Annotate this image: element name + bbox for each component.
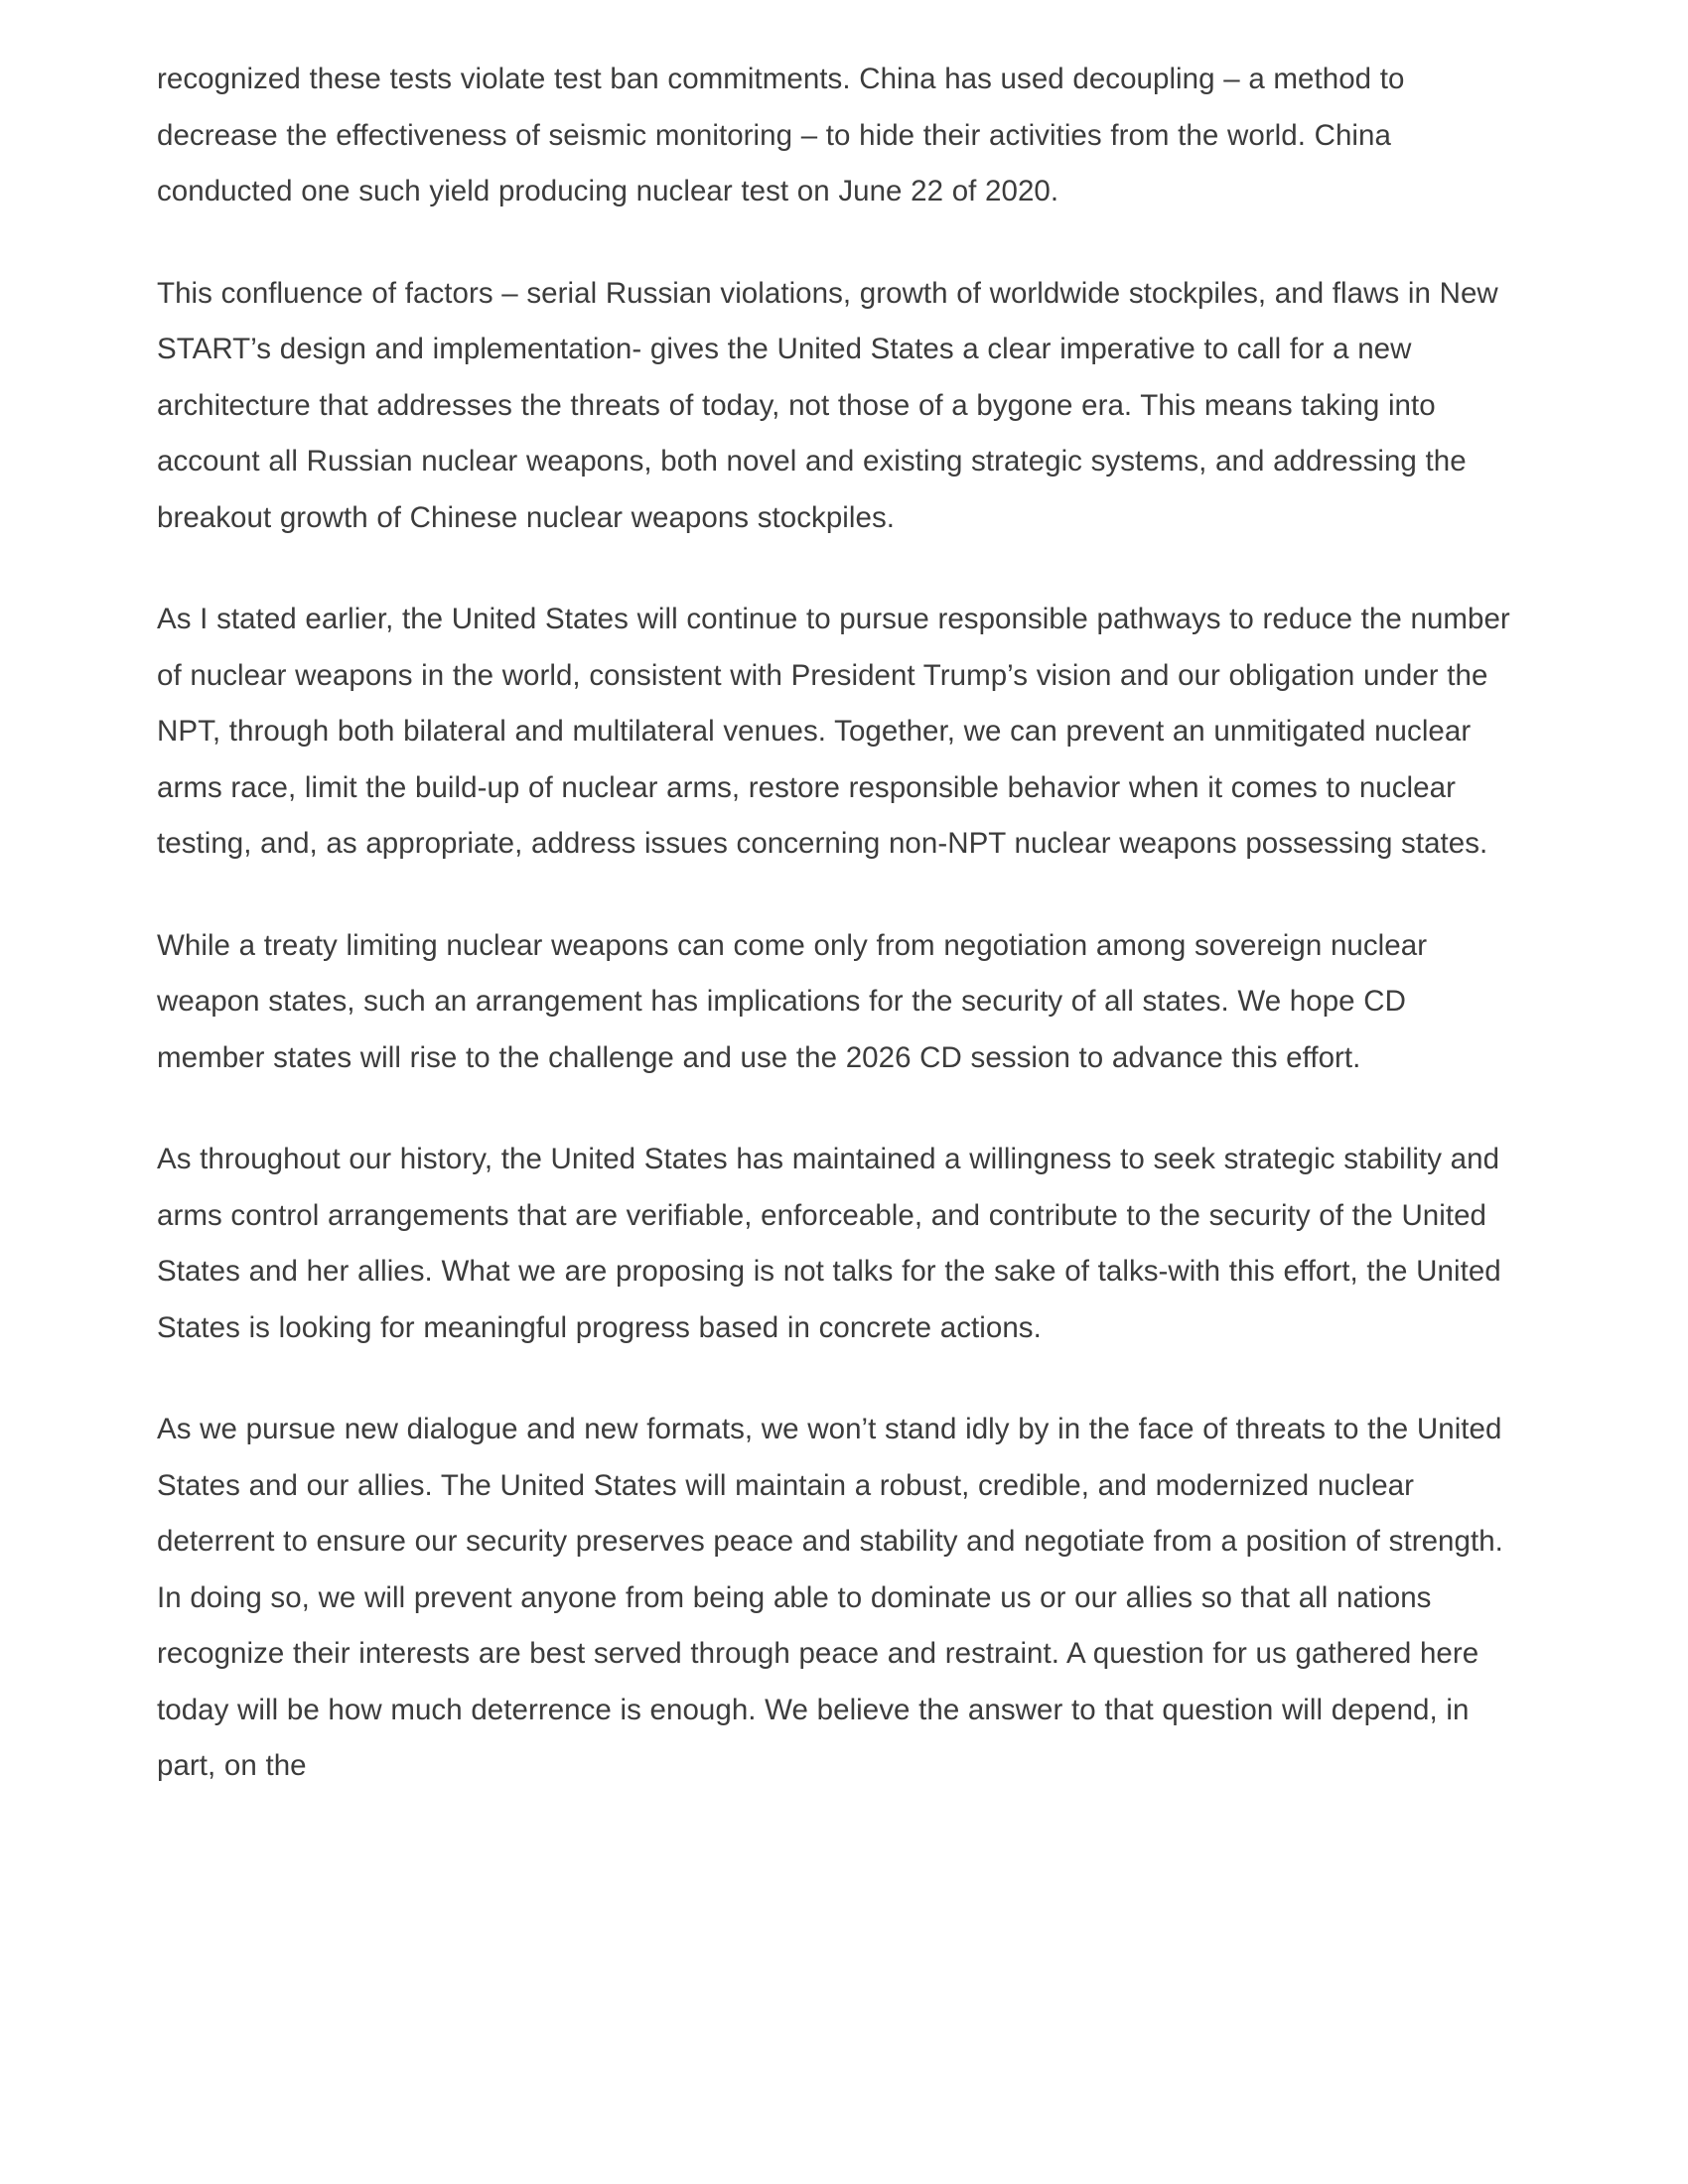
document-body [157,52,1514,1795]
paragraph-3: As I stated earlier, the United States will continue to pursue responsible pathways to reduce the number of nuclear weapons in the world, consistent with President Trump’s vision and our obligation under the NPT, through both bilateral and multilateral venues. Together, we can prevent an unmitigated nuclear arms race, limit the build-up of nuclear arms, restore responsible behavior when it comes to nuclear testing, and, as appropriate, address issues concerning non-NPT nuclear weapons possessing states. [157,603,1510,860]
paragraph-6: As we pursue new dialogue and new formats, we won’t stand idly by in the face of threats to the United States and our allies. The United States will maintain a robust, credible, and modernized nuclear deterrent to ensure our security preserves peace and stability and negotiate from a position of strength. In doing so, we will prevent anyone from being able to dominate us or our allies so that all nations recognize their interests are best served through peace and restraint. A question for us gathered here today will be how much deterrence is enough. We believe the answer to that question will depend, in part, on the [157,1413,1503,1782]
paragraph-5: As throughout our history, the United States has maintained a willingness to seek strategic stability and arms control arrangements that are verifiable, enforceable, and contribute to the security of the United States and her allies. What we are proposing is not talks for the sake of talks-with this effort, the United States is looking for meaningful progress based in concrete actions. [157,1143,1501,1344]
paragraph-1: recognized these tests violate test ban commitments. China has used decoupling – a method to decrease the effectiveness of seismic monitoring – to hide their activities from the world. China conducted one such yield producing nuclear test on June 22 of 2020. [157,63,1405,207]
paragraph-4: While a treaty limiting nuclear weapons can come only from negotiation among sovereign nuclear weapon states, such an arrangement has implications for the security of all states. We hope CD member states will rise to the challenge and use the 2026 CD session to advance this effort. [157,928,1428,1074]
paragraph-2: This confluence of factors – serial Russian violations, growth of worldwide stockpiles, and flaws in New START’s design and implementation- gives the United States a clear imperative to call for a new architecture that addresses the threats of today, not those of a bygone era. This means taking into account all Russian nuclear weapons, both novel and existing strategic systems, and addressing the breakout growth of Chinese nuclear weapons stockpiles. [157,276,1498,534]
